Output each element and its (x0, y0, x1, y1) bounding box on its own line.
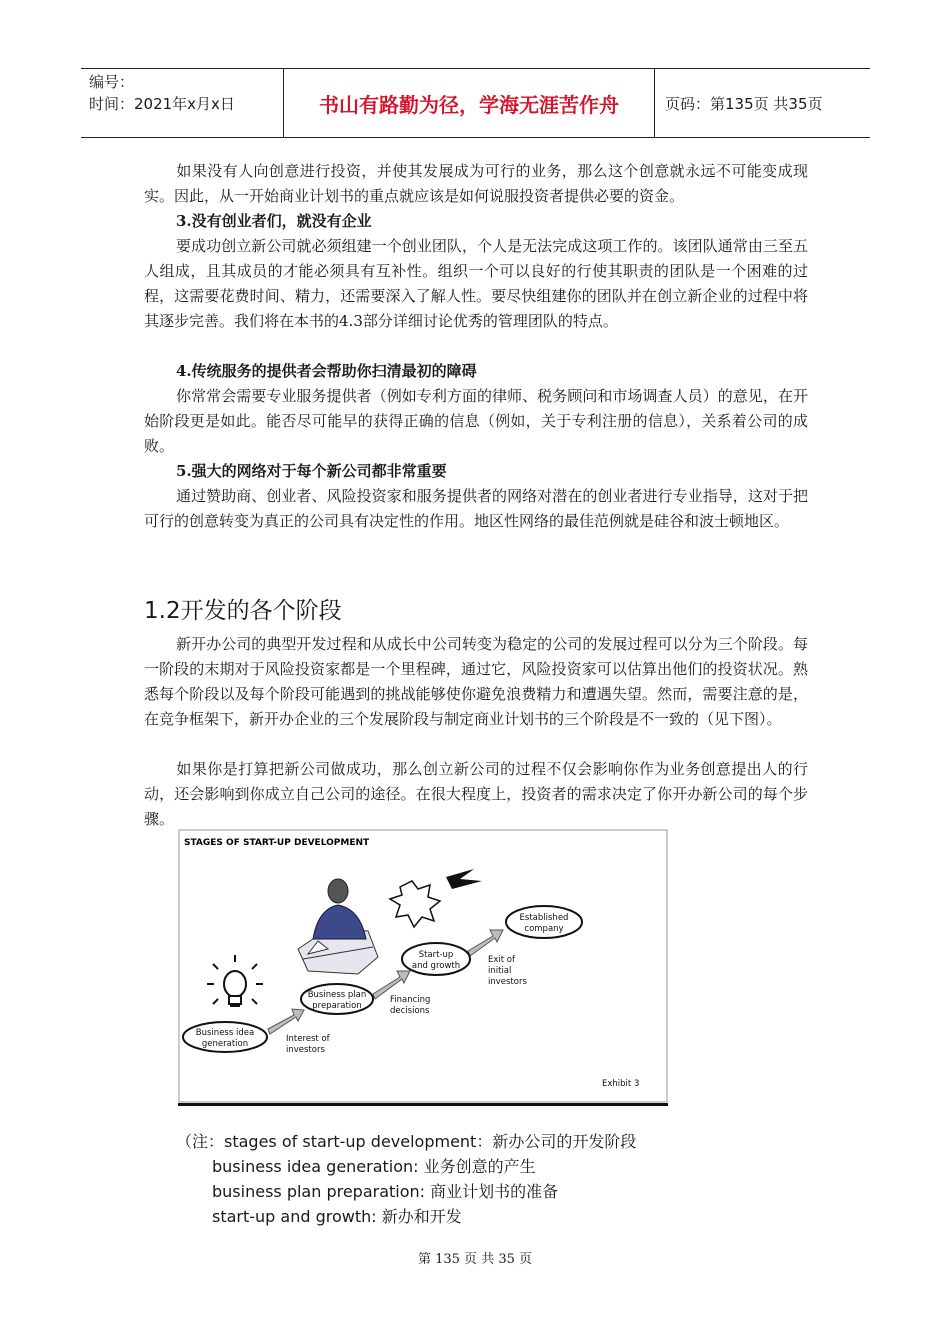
stage-2-label-b: preparation (312, 1001, 362, 1011)
paragraph-6: 如果你是打算把新公司做成功，那么创立新公司的过程不仅会影响你作为业务创意提出人的行动，还会影响到你成立自己公司的途径。在很大程度上，投资者的需求决定了你开办新公司的每个步骤。 (144, 760, 808, 828)
financing-label-b: decisions (390, 1006, 430, 1016)
exit-label-c: investors (488, 977, 527, 987)
header-page-number: 页码：第135页 共35页 (665, 94, 823, 113)
figure-title: STAGES OF START-UP DEVELOPMENT (184, 838, 370, 848)
header-motto: 书山有路勤为径，学海无涯苦作舟 (284, 69, 655, 137)
stages-figure (178, 829, 668, 1106)
stage-3-label-b: and growth (411, 961, 461, 971)
interest-label-b: investors (286, 1045, 325, 1055)
stage-4-label-b: company (524, 924, 564, 934)
paragraph-5: 新开办公司的典型开发过程和从成长中公司转变为稳定的公司的发展过程可以分为三个阶段。每一阶段的末期对于风险投资家都是一个里程碑，通过它，风险投资家可以估算出他们的投资状况。熟悉每个阶段以及每个阶段可能遇到的挑战能够使你避免浪费精力和遭遇失望。然而，需要注意的是，在竞争框架下，新开办企业的三个发展阶段与制定商业计划书的三个阶段是不一致的（见下图）。 (144, 635, 808, 728)
paragraph-2: 要成功创立新公司就必须组建一个创业团队，个人是无法完成这项工作的。该团队通常由三至五人组成，且其成员的才能必须具有互补性。组织一个可以良好的行使其职责的团队是一个困难的过程，这需要花费时间、精力，还需要深入了解人性。要尽快组建你的团队并在创立新企业的过程中将其逐步完善。我们将在本书的4.3部分详细讨论优秀的管理团队的特点。 (144, 237, 808, 330)
heading-4: 4.传统服务的提供者会帮助你扫清最初的障碍 (176, 362, 477, 380)
stage-1-label-b: generation (201, 1039, 249, 1049)
stage-2-label-a: Business plan (307, 990, 367, 1000)
exit-label-a: Exit of (488, 955, 515, 965)
note-line-3: business plan preparation: 商业计划书的准备 (212, 1182, 559, 1201)
stage-3-label-a: Start-up (418, 950, 454, 960)
interest-label-a: Interest of (286, 1034, 330, 1044)
heading-5: 5.强大的网络对于每个新公司都非常重要 (176, 462, 447, 480)
burst-icon (390, 869, 482, 927)
exhibit-label: Exhibit 3 (602, 1079, 640, 1089)
businessman-illustration (298, 879, 378, 974)
header-number: 编号： (89, 73, 135, 91)
section-title: 1.2开发的各个阶段 (144, 598, 342, 624)
paragraph-3: 你常常会需要专业服务提供者（例如专利方面的律师、税务顾问和市场调查人员）的意见，在开始阶段更是如此。能否尽可能早的获得正确的信息（例如，关于专利注册的信息），关系着公司的成败。 (144, 387, 808, 455)
arrow-3 (468, 930, 503, 956)
arrow-1 (268, 1009, 304, 1034)
note-line-2: business idea generation: 业务创意的产生 (212, 1157, 536, 1176)
header-meta (81, 69, 284, 137)
stage-4-label-a: Established (519, 913, 569, 923)
page-header (81, 68, 870, 138)
financing-label-a: Financing (390, 995, 431, 1005)
exit-label-b: initial (488, 966, 512, 976)
note-line-1: （注：stages of start-up development：新办公司的开发阶段 (176, 1132, 637, 1151)
note-line-4: start-up and growth: 新办和开发 (212, 1207, 462, 1226)
paragraph-4: 通过赞助商、创业者、风险投资家和服务提供者的网络对潜在的创业者进行专业指导，这对于把可行的创意转变为真正的公司具有决定性的作用。地区性网络的最佳范例就是硅谷和波士顿地区。 (144, 487, 808, 530)
paragraph-1: 如果没有人向创意进行投资，并使其发展成为可行的业务，那么这个创意就永远不可能变成现实。因此，从一开始商业计划书的重点就应该是如何说服投资者提供必要的资金。 (144, 162, 808, 205)
figure-bottom-rule (178, 1103, 668, 1106)
header-time: 时间：2021年x月x日 (89, 95, 235, 113)
heading-3: 3.没有创业者们，就没有企业 (176, 212, 372, 230)
stages-diagram (178, 829, 668, 1106)
page-footer: 第 135 页 共 35 页 (417, 1252, 533, 1267)
stage-1-label-a: Business idea (195, 1028, 255, 1038)
lightbulb-icon (207, 955, 263, 1006)
